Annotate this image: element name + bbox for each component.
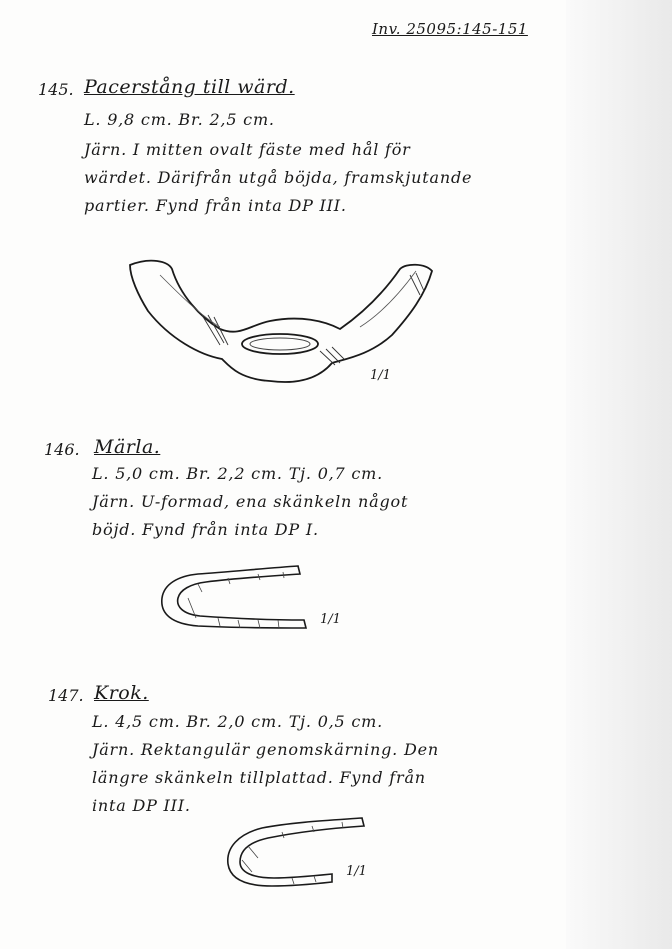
entry-147-number: 147. — [48, 686, 84, 705]
entry-147-description-3: inta DP III. — [92, 796, 191, 815]
entry-145-description-3: partier. Fynd från inta DP III. — [84, 196, 347, 215]
entry-145-number: 145. — [38, 80, 74, 99]
entry-147-description-1: Järn. Rektangulär genomskärning. Den — [92, 740, 439, 759]
entry-145-drawing — [120, 255, 450, 395]
entry-147-scale: 1/1 — [346, 864, 367, 879]
entry-147-description-2: längre skänkeln tillplattad. Fynd från — [92, 768, 426, 787]
entry-146-dimensions: L. 5,0 cm. Br. 2,2 cm. Tj. 0,7 cm. — [92, 464, 384, 483]
entry-146-description-2: böjd. Fynd från inta DP I. — [92, 520, 319, 539]
entry-146-drawing — [158, 558, 308, 638]
entry-146-description-1: Järn. U-formad, ena skänkeln något — [92, 492, 409, 511]
page-edge-shadow — [566, 0, 672, 949]
entry-145-description-2: wärdet. Därifrån utgå böjda, framskjutande — [84, 168, 473, 187]
entry-145-title: Pacerstång till wärd. — [84, 76, 295, 98]
entry-147-drawing — [222, 812, 372, 892]
entry-145-dimensions: L. 9,8 cm. Br. 2,5 cm. — [84, 110, 275, 129]
entry-146-scale: 1/1 — [320, 612, 341, 627]
entry-146-title: Märla. — [94, 436, 161, 458]
entry-147-dimensions: L. 4,5 cm. Br. 2,0 cm. Tj. 0,5 cm. — [92, 712, 384, 731]
inventory-number: Inv. 25095:145-151 — [372, 20, 528, 38]
entry-147-title: Krok. — [94, 682, 149, 704]
entry-146-number: 146. — [44, 440, 80, 459]
entry-145-description-1: Järn. I mitten ovalt fäste med hål för — [84, 140, 411, 159]
entry-145-scale: 1/1 — [370, 368, 391, 383]
